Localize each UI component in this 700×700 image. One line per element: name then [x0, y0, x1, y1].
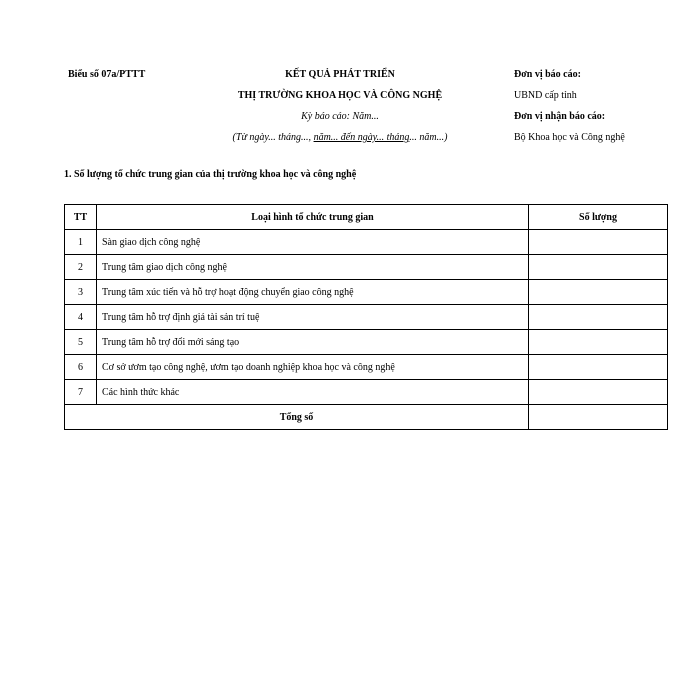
row-number: 7	[65, 380, 97, 405]
table-row	[65, 330, 668, 355]
row-qty-cell[interactable]	[529, 305, 668, 330]
table-row	[65, 305, 668, 330]
row-number: 2	[65, 255, 97, 280]
table-row	[65, 380, 668, 405]
row-number: 3	[65, 280, 97, 305]
table-row	[65, 280, 668, 305]
section-title: 1. Số lượng tổ chức trung gian của thị trường khoa học và công nghệ	[64, 169, 357, 180]
reporting-unit-value: UBND cấp tỉnh	[514, 90, 577, 101]
report-date-range	[195, 132, 485, 153]
date-range-suffix: ... năm...)	[409, 132, 448, 143]
row-type: Trung tâm giao dịch công nghệ	[97, 255, 529, 280]
row-type: Trung tâm hỗ trợ định giá tài sản trí tuệ	[97, 305, 529, 330]
date-range-mid: năm... đến ngày... tháng	[313, 132, 410, 143]
row-qty-cell[interactable]	[529, 380, 668, 405]
row-number: 4	[65, 305, 97, 330]
form-code: Biểu số 07a/PTTT	[68, 69, 146, 80]
column-header-qty: Số lượng	[529, 205, 668, 230]
report-period: Kỳ báo cáo: Năm...	[301, 111, 379, 122]
date-range-prefix: (Từ ngày... tháng...,	[232, 132, 314, 143]
receiving-unit-value: Bộ Khoa học và Công nghệ	[514, 132, 625, 143]
report-title-line2: THỊ TRƯỜNG KHOA HỌC VÀ CÔNG NGHỆ	[237, 90, 443, 101]
intermediary-table	[64, 204, 668, 430]
row-type: Trung tâm xúc tiến và hỗ trợ hoạt động chuyển giao công nghệ	[97, 280, 529, 305]
total-qty-cell[interactable]	[529, 405, 668, 430]
total-row	[65, 405, 668, 430]
row-type: Các hình thức khác	[97, 380, 529, 405]
row-type: Sàn giao dịch công nghệ	[97, 230, 529, 255]
reporting-unit-label: Đơn vị báo cáo:	[514, 69, 581, 80]
row-type: Trung tâm hỗ trợ đổi mới sáng tạo	[97, 330, 529, 355]
table-row	[65, 255, 668, 280]
total-label: Tổng số	[65, 405, 529, 430]
row-type: Cơ sở ươm tạo công nghệ, ươm tạo doanh nghiệp khoa học và công nghệ	[97, 355, 529, 380]
column-header-tt: TT	[65, 205, 97, 230]
row-qty-cell[interactable]	[529, 255, 668, 280]
table-row	[65, 230, 668, 255]
row-number: 6	[65, 355, 97, 380]
row-qty-cell[interactable]	[529, 330, 668, 355]
table-header-row	[65, 205, 668, 230]
row-number: 1	[65, 230, 97, 255]
units-block	[514, 69, 625, 153]
row-qty-cell[interactable]	[529, 230, 668, 255]
receiving-unit-label: Đơn vị nhận báo cáo:	[514, 111, 606, 122]
report-title-block	[195, 69, 485, 153]
row-number: 5	[65, 330, 97, 355]
row-qty-cell[interactable]	[529, 280, 668, 305]
report-title-line1: KẾT QUẢ PHÁT TRIỂN	[285, 69, 395, 80]
column-header-type: Loại hình tổ chức trung gian	[97, 205, 529, 230]
row-qty-cell[interactable]	[529, 355, 668, 380]
table-row	[65, 355, 668, 380]
